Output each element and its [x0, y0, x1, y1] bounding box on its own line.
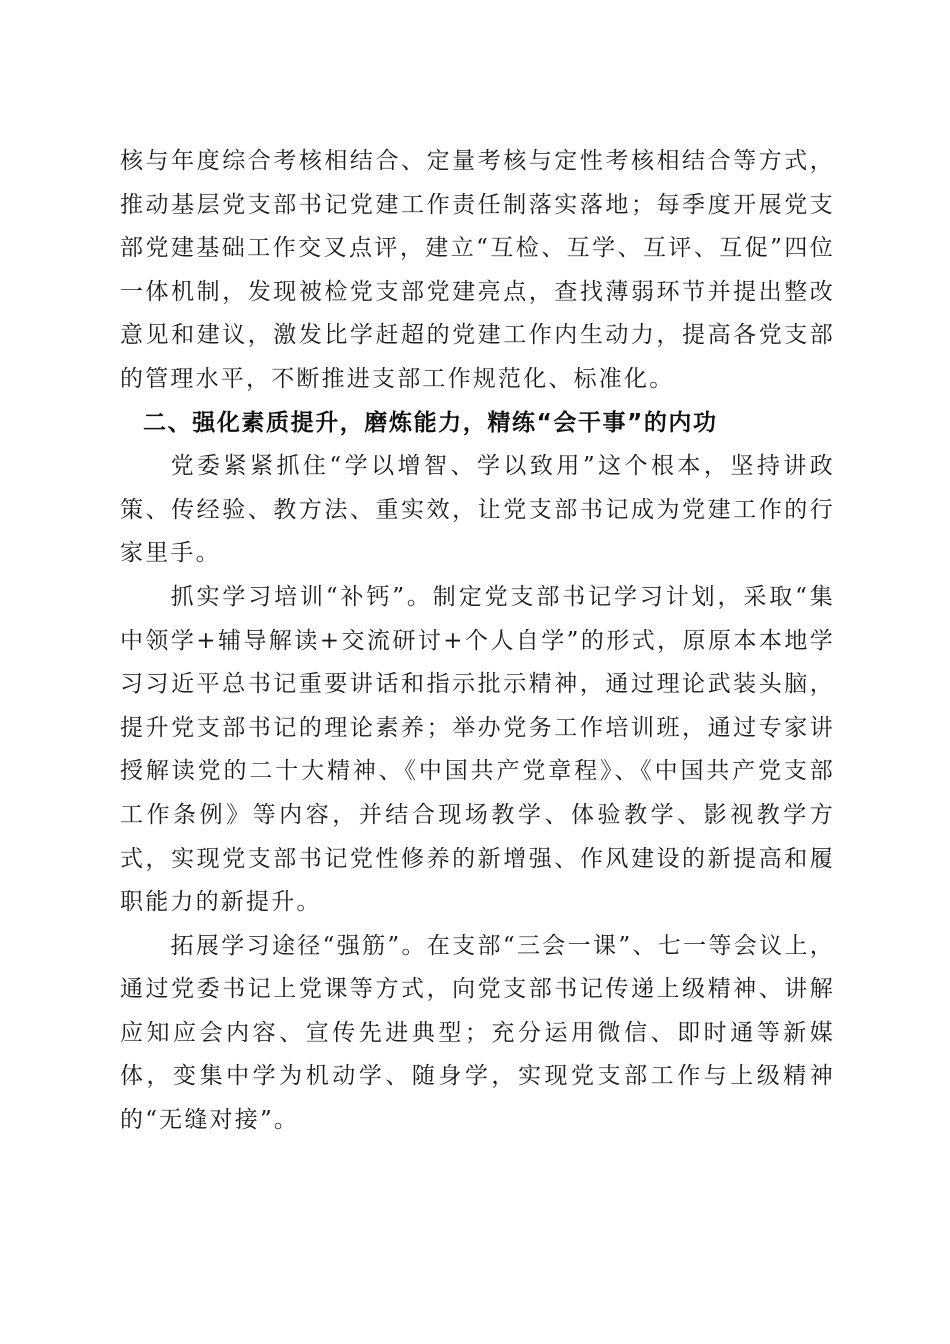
document-body: [120, 140, 835, 1143]
section-heading: 二、强化素质提升，磨炼能力，精练“会干事”的内功: [143, 409, 718, 436]
paragraph-intro: 党委紧紧抓住“学以增智、学以致用”这个根本，坚持讲政策、传经验、教方法、重实效，让党支部书记成为党建工作的行家里手。: [120, 453, 835, 567]
paragraph-channels: 拓展学习途径“强筋”。在支部“三会一课”、七一等会议上，通过党委书记上党课等方式，向党支部书记传递上级精神、讲解应知应会内容、宣传先进典型；充分运用微信、即时通等新媒体，变集中学为机动学、随身学，实现党支部工作与上级精神的“无缝对接”。: [120, 932, 835, 1134]
paragraph-continued: 核与年度综合考核相结合、定量考核与定性考核相结合等方式，推动基层党支部书记党建工作责任制落实落地；每季度开展党支部党建基础工作交叉点评，建立“互检、互学、互评、互促”四位一体机制，发现被检党支部党建亮点，查找薄弱环节并提出整改意见和建议，激发比学赶超的党建工作内生动力，提高各党支部的管理水平，不断推进支部工作规范化、标准化。: [120, 148, 835, 392]
paragraph-training: 抓实学习培训“补钙”。制定党支部书记学习计划，采取“集中领学+辅导解读+交流研讨+个人自学”的形式，原原本本地学习习近平总书记重要讲话和指示批示精神，通过理论武装头脑，提升党支部书记的理论素养；举办党务工作培训班，通过专家讲授解读党的二十大精神、《中国共产党章程》、《中国共产党支部工作条例》等内容，并结合现场教学、体验教学、影视教学方式，实现党支部书记党性修养的新增强、作风建设的新提高和履职能力的新提升。: [120, 583, 835, 916]
